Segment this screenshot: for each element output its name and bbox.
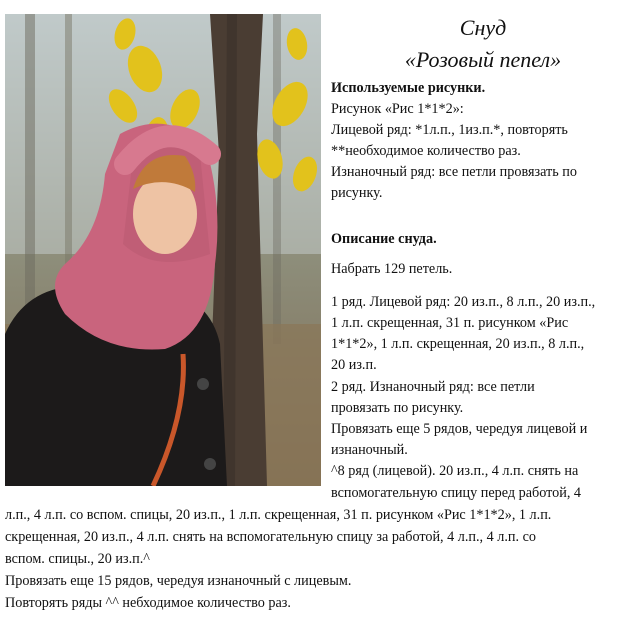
description-heading: Описание снуда. <box>331 231 437 247</box>
description-line: скрещенная, 20 из.п., 4 л.п. снять на вспомогательную спицу за работой, 4 л.п., 4 л.п. со <box>5 529 536 545</box>
description-line: провязать по рисунку. <box>331 400 464 416</box>
description-line: 1*1*2», 1 л.п. скрещенная, 20 из.п., 8 л.п., <box>331 336 585 352</box>
page-title: Снуд <box>459 15 507 40</box>
description-line: 2 ряд. Изнаночный ряд: все петли <box>331 379 535 395</box>
pattern-line: Лицевой ряд: *1л.п., 1из.п.*, повторять <box>331 122 568 138</box>
pattern-line: **необходимое количество раз. <box>331 143 521 159</box>
description-line: вспомогательную спицу перед работой, 4 <box>331 485 582 501</box>
patterns-heading: Используемые рисунки. <box>331 80 486 96</box>
description-line: Повторять ряды ^^ небходимое количество раз. <box>5 595 291 611</box>
page-subtitle: «Розовый пепел» <box>404 47 562 72</box>
description-line: изнаночный. <box>331 442 408 458</box>
pattern-line: Изнаночный ряд: все петли провязать по <box>331 164 577 180</box>
photo-illustration <box>5 14 321 486</box>
woman-in-pink-snood-photo <box>5 14 321 486</box>
description-line: Провязать еще 5 рядов, чередуя лицевой и <box>331 421 588 437</box>
description-line: ^8 ряд (лицевой). 20 из.п., 4 л.п. снять на <box>331 463 579 479</box>
description-line: 20 из.п. <box>331 357 377 373</box>
description-line: л.п., 4 л.п. со вспом. спицы, 20 из.п., 1 л.п. скрещенная, 31 п. рисунком «Рис 1*1*2», 1 л.п. <box>5 507 552 523</box>
description-line: 1 ряд. Лицевой ряд: 20 из.п., 8 л.п., 20 из.п., <box>331 294 596 310</box>
description-line: 1 л.п. скрещенная, 31 п. рисунком «Рис <box>331 315 569 331</box>
pattern-line: Рисунок «Рис 1*1*2»: <box>331 101 464 117</box>
description-line: Набрать 129 петель. <box>331 261 453 277</box>
pattern-line: рисунку. <box>331 185 383 201</box>
description-line: Провязать еще 15 рядов, чередуя изнаночный с лицевым. <box>5 573 352 589</box>
description-line: вспом. спицы., 20 из.п.^ <box>5 551 150 567</box>
